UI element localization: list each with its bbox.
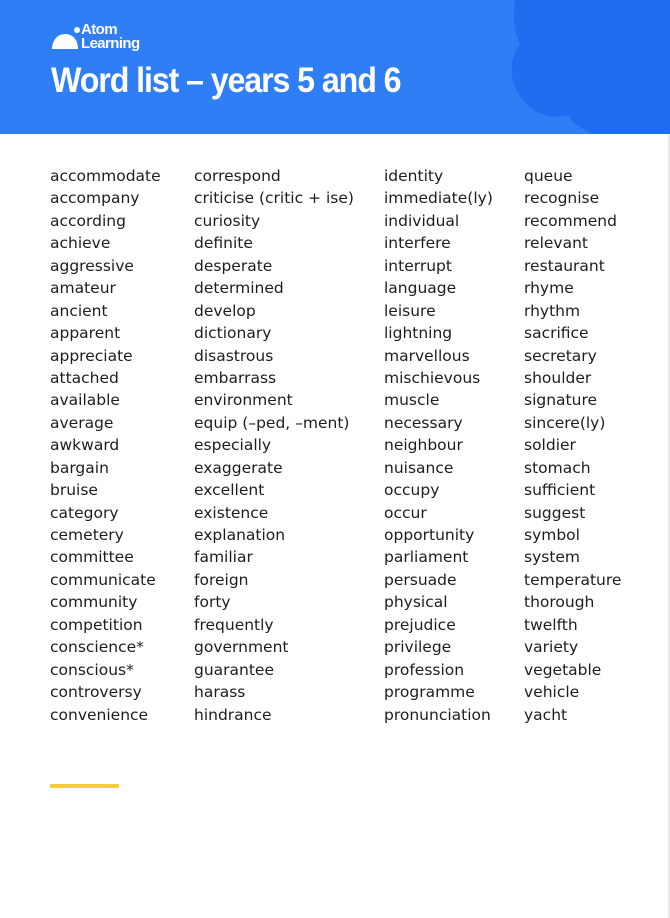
word-item: environment: [194, 391, 293, 410]
word-item: sufficient: [524, 481, 596, 500]
word-item: controversy: [50, 683, 142, 702]
word-item: rhythm: [524, 301, 581, 320]
word-item: excellent: [194, 481, 265, 500]
word-item: symbol: [524, 526, 580, 544]
word-item: leisure: [384, 301, 436, 320]
word-item: committee: [50, 548, 134, 567]
word-item: soldier: [524, 436, 576, 455]
word-item: variety: [524, 638, 579, 657]
word-item: language: [384, 279, 457, 298]
word-item: identity: [384, 167, 444, 185]
cloud-logo-icon: [51, 27, 81, 49]
word-column-3: [384, 165, 493, 726]
word-item: vegetable: [524, 660, 602, 679]
word-item: neighbour: [384, 436, 463, 455]
word-item: determined: [194, 279, 284, 298]
word-item: prejudice: [384, 615, 456, 634]
word-item: programme: [384, 683, 475, 702]
word-item: occur: [384, 503, 427, 522]
atom-learning-logo: [51, 23, 171, 55]
word-item: exaggerate: [194, 458, 283, 477]
word-item: opportunity: [384, 526, 475, 544]
word-item: shoulder: [524, 368, 592, 387]
word-item: interfere: [384, 234, 451, 253]
brand-line-2: Learning: [81, 35, 140, 52]
word-item: thorough: [524, 593, 595, 612]
word-item: embarrass: [194, 368, 277, 387]
word-item: profession: [384, 660, 465, 679]
word-item: competition: [50, 615, 143, 634]
word-column-2: [194, 165, 354, 726]
word-item: awkward: [50, 436, 120, 455]
word-item: sacrifice: [524, 324, 589, 343]
word-item: lightning: [384, 324, 453, 343]
word-item: hindrance: [194, 705, 272, 724]
word-item: develop: [194, 301, 256, 320]
word-item: sincere(ly): [524, 413, 606, 432]
word-item: restaurant: [524, 256, 605, 275]
word-item: familiar: [194, 548, 253, 567]
word-item: marvellous: [384, 346, 470, 365]
word-item: harass: [194, 683, 246, 702]
word-item: guarantee: [194, 660, 275, 679]
header-banner: [0, 0, 670, 134]
word-item: apparent: [50, 324, 121, 343]
word-item: correspond: [194, 167, 281, 185]
word-item: pronunciation: [384, 705, 491, 724]
word-item: relevant: [524, 234, 588, 253]
word-item: communicate: [50, 570, 156, 589]
word-item: foreign: [194, 570, 249, 589]
word-item: available: [50, 391, 120, 410]
word-item: accommodate: [50, 167, 161, 185]
brand-line-1: Atom: [81, 21, 117, 38]
word-item: recognise: [524, 189, 600, 208]
word-item: queue: [524, 167, 573, 185]
word-item: equip (–ped, –ment): [194, 413, 350, 432]
word-item: desperate: [194, 256, 273, 275]
word-item: frequently: [194, 615, 274, 634]
word-item: appreciate: [50, 346, 133, 365]
word-item: disastrous: [194, 346, 274, 365]
word-item: achieve: [50, 234, 111, 253]
word-item: secretary: [524, 346, 597, 365]
word-item: category: [50, 503, 119, 522]
page-title: Word list – years 5 and 6: [51, 61, 401, 100]
word-item: definite: [194, 234, 253, 253]
word-item: curiosity: [194, 211, 261, 230]
word-item: parliament: [384, 548, 469, 567]
word-item: convenience: [50, 705, 149, 724]
word-item: temperature: [524, 570, 622, 589]
word-item: occupy: [384, 481, 440, 500]
word-item: nuisance: [384, 458, 454, 477]
word-item: average: [50, 413, 114, 432]
word-item: according: [50, 211, 126, 230]
word-item: persuade: [384, 570, 457, 589]
word-item: government: [194, 638, 289, 657]
word-item: interrupt: [384, 256, 452, 275]
word-item: forty: [194, 593, 231, 612]
word-item: individual: [384, 211, 460, 230]
word-item: accompany: [50, 189, 140, 208]
accent-bar: [50, 784, 119, 788]
word-item: existence: [194, 503, 269, 522]
word-item: necessary: [384, 413, 463, 432]
word-item: suggest: [524, 503, 586, 522]
word-item: recommend: [524, 211, 617, 230]
word-item: twelfth: [524, 615, 578, 634]
word-item: physical: [384, 593, 448, 612]
word-item: especially: [194, 436, 272, 455]
word-item: dictionary: [194, 324, 272, 343]
word-item: system: [524, 548, 581, 567]
word-column-1: [50, 165, 161, 726]
word-item: muscle: [384, 391, 440, 410]
word-item: yacht: [524, 705, 568, 724]
word-item: attached: [50, 368, 119, 387]
word-item: mischievous: [384, 368, 481, 387]
word-item: rhyme: [524, 279, 574, 298]
word-item: privilege: [384, 638, 452, 657]
word-item: stomach: [524, 458, 591, 477]
word-column-4: [524, 165, 621, 726]
word-item: community: [50, 593, 138, 612]
word-item: criticise (critic + ise): [194, 189, 354, 208]
word-item: vehicle: [524, 683, 580, 702]
brand-name: [81, 23, 140, 51]
word-item: cemetery: [50, 526, 124, 544]
word-item: signature: [524, 391, 598, 410]
word-item: amateur: [50, 279, 116, 298]
word-item: ancient: [50, 301, 108, 320]
word-item: conscience*: [50, 638, 144, 657]
word-item: bruise: [50, 481, 98, 500]
word-item: explanation: [194, 526, 286, 544]
word-item: immediate(ly): [384, 189, 493, 208]
word-item: bargain: [50, 458, 109, 477]
word-item: conscious*: [50, 660, 134, 679]
word-item: aggressive: [50, 256, 134, 275]
